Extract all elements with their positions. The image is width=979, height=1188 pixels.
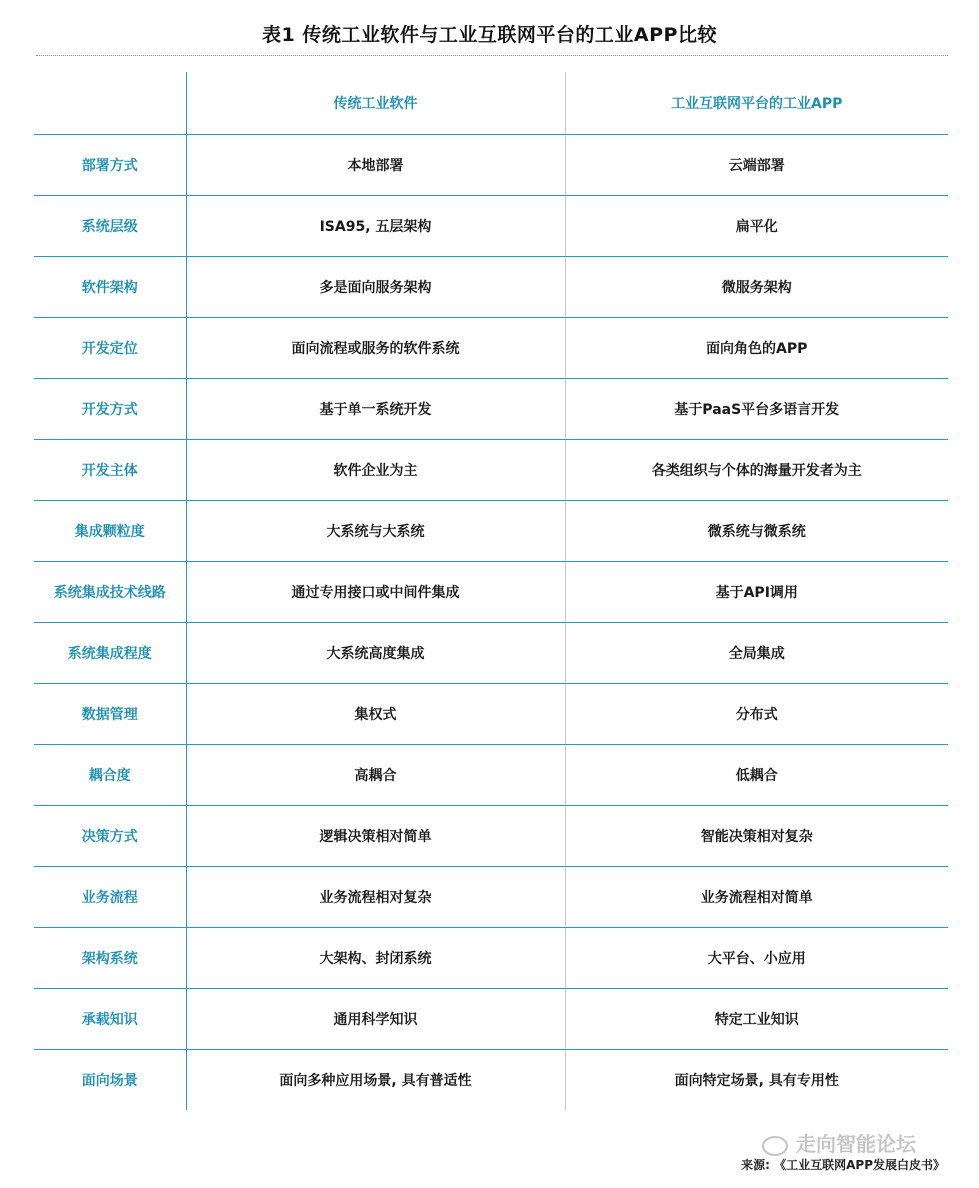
table-row bbox=[34, 866, 948, 927]
traditional-software-cell: 大系统高度集成 bbox=[186, 622, 565, 683]
traditional-software-cell: 基于单一系统开发 bbox=[186, 378, 565, 439]
traditional-software-cell: 业务流程相对复杂 bbox=[186, 866, 565, 927]
row-header-cell: 架构系统 bbox=[34, 927, 186, 988]
row-header-cell: 开发定位 bbox=[34, 317, 186, 378]
row-header-cell: 系统层级 bbox=[34, 195, 186, 256]
table-row bbox=[34, 256, 948, 317]
traditional-software-cell: 软件企业为主 bbox=[186, 439, 565, 500]
platform-app-cell: 低耦合 bbox=[565, 744, 948, 805]
table-row bbox=[34, 195, 948, 256]
traditional-software-cell: 通用科学知识 bbox=[186, 988, 565, 1049]
platform-app-cell: 智能决策相对复杂 bbox=[565, 805, 948, 866]
table-row bbox=[34, 439, 948, 500]
row-header-cell: 业务流程 bbox=[34, 866, 186, 927]
table-row bbox=[34, 805, 948, 866]
platform-app-cell: 基于API调用 bbox=[565, 561, 948, 622]
traditional-software-cell: 集权式 bbox=[186, 683, 565, 744]
header-cell-platform-app: 工业互联网平台的工业APP bbox=[565, 72, 948, 134]
traditional-software-cell: 高耦合 bbox=[186, 744, 565, 805]
table-row bbox=[34, 744, 948, 805]
platform-app-cell: 基于PaaS平台多语言开发 bbox=[565, 378, 948, 439]
header-cell-empty bbox=[34, 72, 186, 134]
title-divider bbox=[36, 55, 948, 56]
traditional-software-cell: 通过专用接口或中间件集成 bbox=[186, 561, 565, 622]
row-header-cell: 系统集成程度 bbox=[34, 622, 186, 683]
traditional-software-cell: ISA95, 五层架构 bbox=[186, 195, 565, 256]
row-header-cell: 承载知识 bbox=[34, 988, 186, 1049]
watermark bbox=[762, 1128, 916, 1157]
comparison-table bbox=[34, 72, 948, 1110]
row-header-cell: 数据管理 bbox=[34, 683, 186, 744]
table-row bbox=[34, 500, 948, 561]
source-note: 来源: 《工业互联网APP发展白皮书》 bbox=[741, 1158, 945, 1172]
table-row bbox=[34, 378, 948, 439]
table-row bbox=[34, 927, 948, 988]
platform-app-cell: 业务流程相对简单 bbox=[565, 866, 948, 927]
chat-bubble-icon bbox=[762, 1136, 788, 1156]
row-header-cell: 集成颗粒度 bbox=[34, 500, 186, 561]
row-header-cell: 开发主体 bbox=[34, 439, 186, 500]
platform-app-cell: 特定工业知识 bbox=[565, 988, 948, 1049]
traditional-software-cell: 面向多种应用场景, 具有普适性 bbox=[186, 1049, 565, 1110]
table-row bbox=[34, 561, 948, 622]
table-row bbox=[34, 683, 948, 744]
table-row bbox=[34, 622, 948, 683]
row-header-cell: 面向场景 bbox=[34, 1049, 186, 1110]
platform-app-cell: 面向特定场景, 具有专用性 bbox=[674, 1072, 839, 1089]
platform-app-cell: 微系统与微系统 bbox=[565, 500, 948, 561]
table-row bbox=[34, 317, 948, 378]
table-header bbox=[34, 72, 948, 134]
header-cell-traditional: 传统工业软件 bbox=[186, 72, 565, 134]
platform-app-cell: 全局集成 bbox=[565, 622, 948, 683]
traditional-software-cell: 大架构、封闭系统 bbox=[186, 927, 565, 988]
watermark-text: 走向智能论坛 bbox=[796, 1132, 916, 1156]
platform-app-cell: 云端部署 bbox=[565, 134, 948, 195]
platform-app-cell: 大平台、小应用 bbox=[565, 927, 948, 988]
platform-app-cell: 分布式 bbox=[565, 683, 948, 744]
traditional-software-cell: 本地部署 bbox=[186, 134, 565, 195]
row-header-cell: 决策方式 bbox=[34, 805, 186, 866]
row-header-cell: 耦合度 bbox=[34, 744, 186, 805]
header-row bbox=[34, 72, 948, 134]
platform-app-cell: 扁平化 bbox=[565, 195, 948, 256]
table-title: 表1 传统工业软件与工业互联网平台的工业APP比较 bbox=[262, 24, 717, 46]
table-row bbox=[34, 1049, 948, 1110]
platform-app-cell: 面向角色的APP bbox=[565, 317, 948, 378]
table-row bbox=[34, 134, 948, 195]
platform-app-cell: 微服务架构 bbox=[565, 256, 948, 317]
row-header-cell: 软件架构 bbox=[34, 256, 186, 317]
table-body bbox=[34, 134, 948, 1110]
traditional-software-cell: 面向流程或服务的软件系统 bbox=[186, 317, 565, 378]
traditional-software-cell: 逻辑决策相对简单 bbox=[186, 805, 565, 866]
table-row bbox=[34, 988, 948, 1049]
traditional-software-cell: 多是面向服务架构 bbox=[186, 256, 565, 317]
platform-app-cell: 各类组织与个体的海量开发者为主 bbox=[565, 439, 948, 500]
row-header-cell: 开发方式 bbox=[34, 378, 186, 439]
traditional-software-cell: 大系统与大系统 bbox=[186, 500, 565, 561]
row-header-cell: 系统集成技术线路 bbox=[34, 561, 186, 622]
row-header-cell: 部署方式 bbox=[34, 134, 186, 195]
